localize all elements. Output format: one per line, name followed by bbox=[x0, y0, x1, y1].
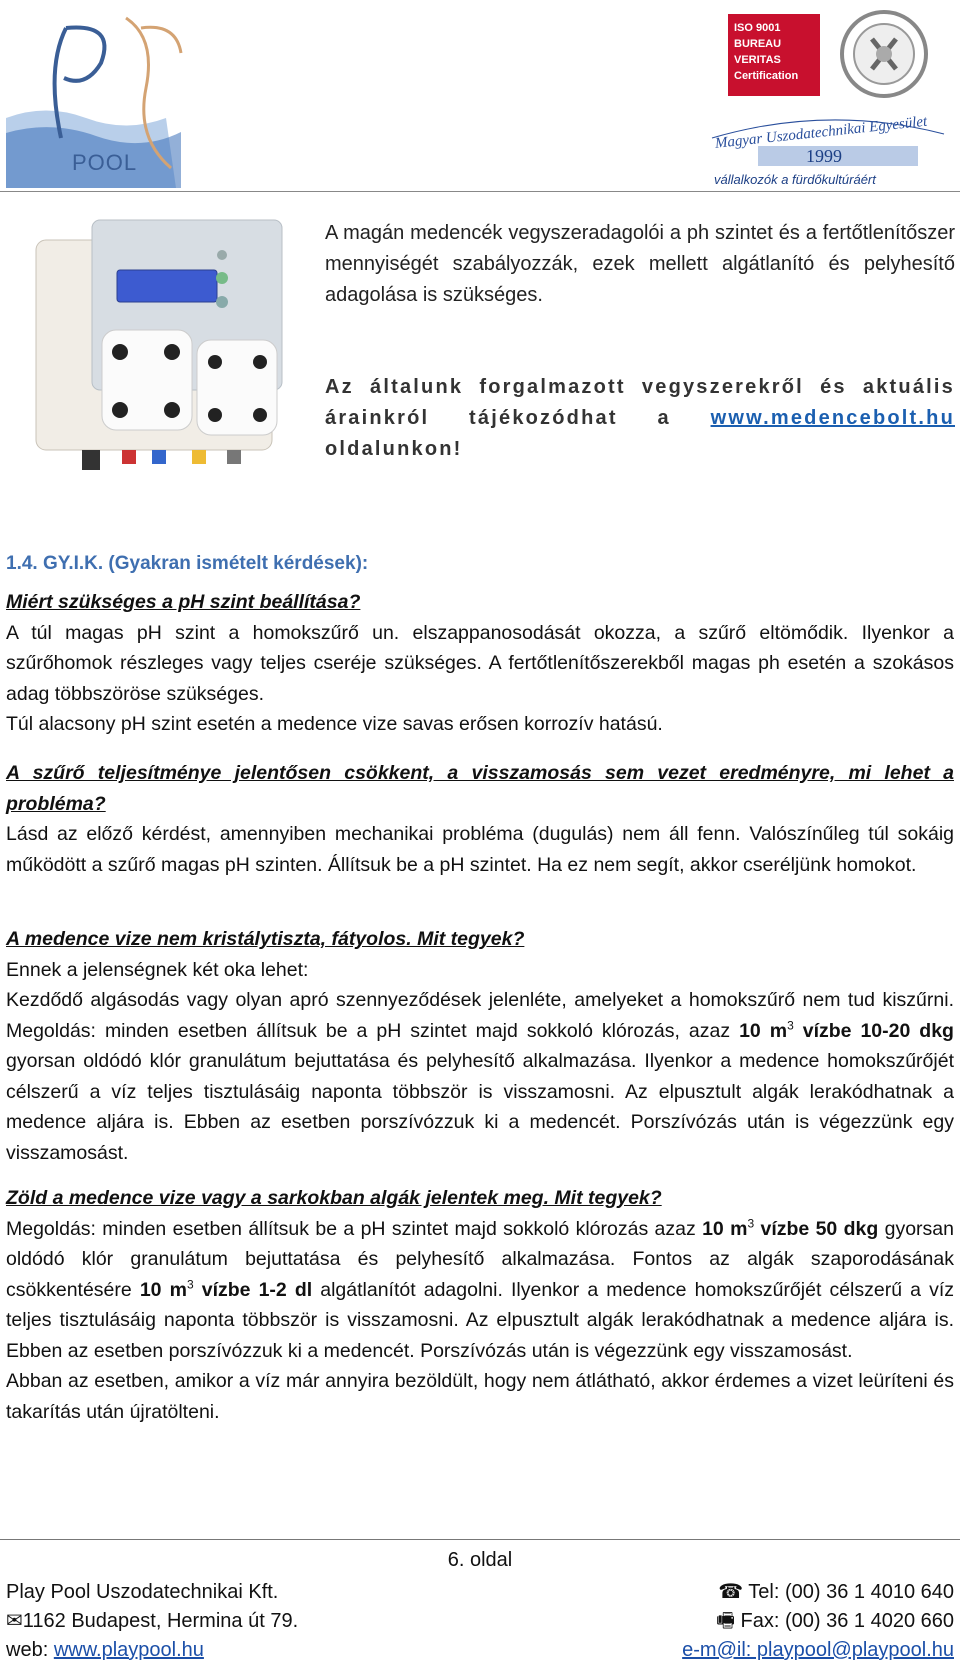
footer-web-line bbox=[6, 1637, 204, 1663]
bureau-veritas-seal-icon bbox=[838, 4, 930, 104]
web-label: web: bbox=[6, 1639, 54, 1661]
dosing-pump-image bbox=[22, 210, 302, 510]
a3b-text-1: Kezdődő algásodás vagy olyan apró szennyeződések jelenléte, amelyeket a homokszűrő nem tud kiszűrni. Megoldás: minden esetben állítsuk be a pH szintet majd sokkoló klórozás, azaz bbox=[6, 989, 954, 1042]
faq-block-3 bbox=[6, 924, 954, 1168]
faq-answer-3a: Ennek a jelenségnek két oka lehet: bbox=[6, 958, 309, 981]
faq-answer-2: Lásd az előző kérdést, amennyiben mechanikai probléma (dugulás) nem áll fenn. Valószínűleg túl sokáig működött a szűrő magas pH szinten. Állítsuk be a pH szintet. Ha ez nem segít, akkor cseréljünk homokot. bbox=[6, 823, 954, 876]
mue-slogan: vállalkozók a fürdőkultúráért bbox=[714, 172, 876, 187]
header-divider bbox=[0, 191, 960, 192]
footer-tel: Tel: (00) 36 1 4010 640 bbox=[748, 1581, 954, 1603]
footer-address-line bbox=[6, 1608, 298, 1634]
a4-text-3: algátlanítót adagolni. Ilyenkor a medence homokszűrőjét célszerű a víz teljes tisztulásáig naponta többször is visszamosni. Az elpusztult algák lerakódhatnak a medence aljára is. Ebben az esetben porszívózzuk ki a medencét. Porszívózás után is végezzünk egy visszamosást. bbox=[6, 1278, 954, 1362]
mue-logo bbox=[708, 108, 952, 192]
intro-paragraph-2 bbox=[325, 372, 955, 465]
faq-question-2: A szűrő teljesítménye jelentősen csökkent, a visszamosás sem vezet eredményre, mi lehet a probléma? bbox=[6, 762, 954, 815]
a4-sup-2: 3 bbox=[186, 1277, 194, 1291]
a4-bold-1: 10 m bbox=[702, 1217, 748, 1240]
footer-email-line bbox=[682, 1637, 954, 1663]
section-heading: 1.4. GY.I.K. (Gyakran ismételt kérdések): bbox=[6, 553, 369, 574]
page-number: 6. oldal bbox=[447, 1549, 513, 1571]
faq-question-4: Zöld a medence vize vagy a sarkokban algák jelentek meg. Mit tegyek? bbox=[6, 1187, 662, 1209]
faq-answer-1: A túl magas pH szint a homokszűrő un. elszappanosodását okozza, a szűrő eltömődik. Ilyenkor a szűrőhomok részleges vagy teljes cseréje szükséges. A fertőtlenítőszerekből magas ph esetén a szokásos adag többszöröse szükséges. bbox=[6, 621, 954, 705]
footer-divider bbox=[0, 1539, 960, 1540]
a3b-text-2: gyorsan oldódó klór granulátum bejuttatása és pelyhesítő alkalmazása. Ilyenkor a medence homokszűrőjét célszerű a víz teljes tisztulásáig naponta többször is visszamosni. Az elpusztult algák lerakódhatnak a medence aljára is. Ebben az esetben porszívózzuk ki a medencét. Porszívózás után is végezzünk egy visszamosást. bbox=[6, 1050, 954, 1164]
play-pool-logo bbox=[6, 8, 206, 188]
intro-p2-after: oldalunkon! bbox=[325, 438, 463, 460]
bureau-veritas-badge bbox=[728, 14, 820, 96]
fax-icon: 🖷 bbox=[716, 1610, 741, 1632]
a4-sup-1: 3 bbox=[747, 1216, 755, 1230]
footer-fax-line bbox=[716, 1608, 954, 1634]
faq-answer-4b: Abban az esetben, amikor a víz már annyira bezöldült, hogy nem átlátható, akkor érdemes a vizet leüríteni és takarítás után újratölteni. bbox=[6, 1370, 954, 1423]
faq-block-4 bbox=[6, 1183, 954, 1427]
a4-text-1: Megoldás: minden esetben állítsuk be a pH szintet majd sokkoló klórozás azaz bbox=[6, 1217, 703, 1240]
faq-answer-1b: Túl alacsony pH szint esetén a medence vize savas erősen korrozív hatású. bbox=[6, 713, 663, 735]
bv-line-3: Certification bbox=[734, 70, 799, 82]
intro-p2-before: Az általunk forgalmazott vegyszerekről és aktuális árainkról tájékozódhat a bbox=[325, 376, 955, 429]
a3b-bold-1: 10 m bbox=[739, 1019, 788, 1042]
mue-name: Magyar Uszodatechnikai Egyesület bbox=[714, 113, 928, 152]
footer-address: 1162 Budapest, Hermina út 79. bbox=[22, 1610, 299, 1632]
page-header bbox=[0, 0, 960, 192]
bv-line-1: ISO 9001 bbox=[734, 22, 781, 34]
mue-year: 1999 bbox=[806, 146, 842, 166]
a4-bold-4: vízbe 1-2 dl bbox=[193, 1278, 313, 1301]
email-link[interactable]: e-m@il: playpool@playpool.hu bbox=[682, 1639, 954, 1661]
footer-fax: Fax: (00) 36 1 4020 660 bbox=[740, 1610, 954, 1632]
bv-line-2: BUREAU VERITAS bbox=[734, 38, 782, 66]
a4-bold-2: vízbe 50 dkg bbox=[754, 1217, 879, 1240]
faq-question-1: Miért szükséges a pH szint beállítása? bbox=[6, 591, 361, 613]
logo-pool-text: POOL bbox=[72, 150, 138, 175]
faq-block-2 bbox=[6, 758, 954, 880]
a4-text-2: gyorsan oldódó klór granulátum bejuttatása és pelyhesítő alkalmazása. Fontos az algák szaporodásának csökkentésére bbox=[6, 1217, 954, 1301]
a3b-bold-2: vízbe 10-20 dkg bbox=[793, 1019, 954, 1042]
phone-icon: ☎ bbox=[718, 1581, 749, 1603]
footer-company: Play Pool Uszodatechnikai Kft. bbox=[6, 1581, 279, 1603]
faq-answer-4 bbox=[6, 1214, 954, 1367]
faq-question-3: A medence vize nem kristálytiszta, fátyolos. Mit tegyek? bbox=[6, 928, 525, 950]
a3b-sup: 3 bbox=[787, 1018, 794, 1032]
intro-paragraph-1: A magán medencék vegyszeradagolói a ph szintet és a fertőtlenítőszer mennyiségét szabályozzák, ezek mellett algátlanító és pelyhesítő adagolása is szükséges. bbox=[325, 222, 955, 306]
mail-icon: ✉ bbox=[6, 1610, 23, 1632]
footer-tel-line bbox=[718, 1579, 954, 1605]
faq-answer-3b bbox=[6, 985, 954, 1168]
a4-bold-3: 10 m bbox=[139, 1278, 187, 1301]
web-link[interactable]: www.playpool.hu bbox=[53, 1639, 204, 1661]
medencebolt-link[interactable]: www.medencebolt.hu bbox=[710, 407, 955, 429]
faq-block-1 bbox=[6, 587, 954, 740]
